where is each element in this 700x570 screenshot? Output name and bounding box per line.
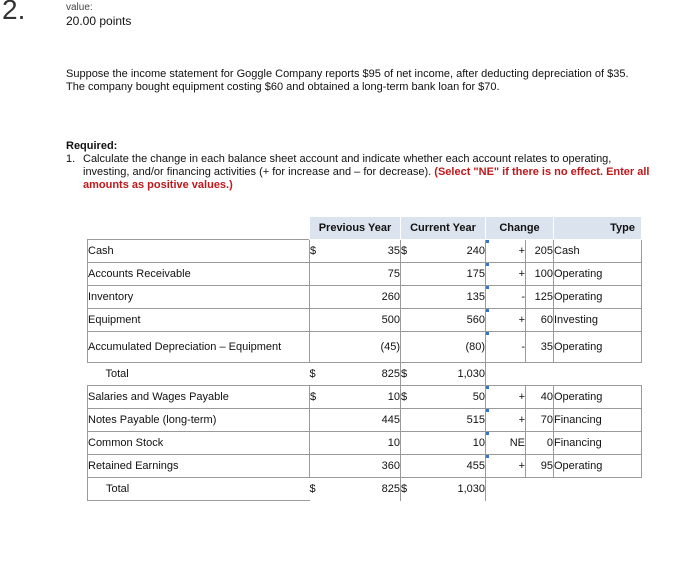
sign-select[interactable]: + <box>486 409 526 432</box>
type-select[interactable]: Operating <box>554 386 642 409</box>
table-row <box>88 286 642 309</box>
type-select[interactable]: Operating <box>554 263 642 286</box>
cur-amount: 560 <box>413 309 486 332</box>
row-label: Accumulated Depreciation – Equipment <box>88 332 310 363</box>
prev-amount: 35 <box>322 240 401 263</box>
cur-amount: 50 <box>413 386 486 409</box>
row-label: Notes Payable (long-term) <box>88 409 310 432</box>
balance-sheet-table <box>87 216 642 501</box>
dropdown-marker-icon <box>486 332 489 335</box>
cur-amount: 455 <box>413 455 486 478</box>
cur-currency: $ <box>401 240 413 263</box>
change-input[interactable]: 35 <box>526 332 554 363</box>
cur-currency <box>401 263 413 286</box>
type-select[interactable]: Operating <box>554 332 642 363</box>
prev-currency: $ <box>310 240 322 263</box>
prev-total: 825 <box>322 363 401 386</box>
change-input[interactable]: 60 <box>526 309 554 332</box>
cur-currency: $ <box>401 386 413 409</box>
change-input[interactable]: 95 <box>526 455 554 478</box>
table-row <box>88 332 642 363</box>
sign-select[interactable]: + <box>486 240 526 263</box>
dropdown-marker-icon <box>486 309 489 312</box>
dropdown-marker-icon <box>486 455 489 458</box>
change-input[interactable]: 40 <box>526 386 554 409</box>
total-label: Total <box>105 368 129 380</box>
row-label: Equipment <box>88 309 310 332</box>
dropdown-marker-icon <box>486 432 489 435</box>
question-number: 2. <box>2 0 26 25</box>
table-row <box>88 309 642 332</box>
prev-currency <box>310 432 322 455</box>
cur-currency <box>401 309 413 332</box>
type-select[interactable]: Financing <box>554 432 642 455</box>
cur-amount: 240 <box>413 240 486 263</box>
type-select[interactable]: Operating <box>554 455 642 478</box>
instruction-number: 1. <box>66 153 76 165</box>
sign-select[interactable]: - <box>486 332 526 363</box>
row-label: Retained Earnings <box>88 455 310 478</box>
cur-total: 1,030 <box>413 363 486 386</box>
prev-currency: $ <box>310 363 322 386</box>
prev-amount: 500 <box>322 309 401 332</box>
header-type: Type <box>554 217 642 240</box>
header-row <box>88 217 642 240</box>
prev-currency <box>310 409 322 432</box>
change-input[interactable]: 0 <box>526 432 554 455</box>
cur-currency <box>401 432 413 455</box>
dropdown-marker-icon <box>486 286 489 289</box>
sign-select[interactable]: + <box>486 309 526 332</box>
prev-amount: 360 <box>322 455 401 478</box>
prev-currency <box>310 455 322 478</box>
prev-total: 825 <box>322 478 401 501</box>
table-row <box>88 240 642 263</box>
sign-select[interactable]: + <box>486 455 526 478</box>
instruction <box>66 153 656 192</box>
total-label: Total <box>88 478 310 501</box>
change-input[interactable]: 100 <box>526 263 554 286</box>
sign-select[interactable]: + <box>486 386 526 409</box>
cur-currency: $ <box>401 478 413 501</box>
table-row <box>88 409 642 432</box>
cur-currency <box>401 332 413 363</box>
table-row <box>88 455 642 478</box>
sign-select[interactable]: NE <box>486 432 526 455</box>
change-input[interactable]: 205 <box>526 240 554 263</box>
prev-amount: 260 <box>322 286 401 309</box>
prev-currency <box>310 286 322 309</box>
table-row <box>88 386 642 409</box>
prev-amount: (45) <box>322 332 401 363</box>
table-row <box>88 263 642 286</box>
change-input[interactable]: 125 <box>526 286 554 309</box>
sign-select[interactable]: - <box>486 286 526 309</box>
cur-currency <box>401 409 413 432</box>
cur-currency <box>401 286 413 309</box>
cur-amount: 175 <box>413 263 486 286</box>
type-select[interactable]: Operating <box>554 286 642 309</box>
points-value: 20.00 points <box>66 14 132 28</box>
required-heading: Required: <box>66 140 118 152</box>
prev-currency: $ <box>310 478 322 501</box>
dropdown-marker-icon <box>486 386 489 389</box>
cur-amount: 135 <box>413 286 486 309</box>
dropdown-marker-icon <box>486 409 489 412</box>
prev-amount: 10 <box>322 432 401 455</box>
header-current-year: Current Year <box>401 217 486 240</box>
row-label: Salaries and Wages Payable <box>88 386 310 409</box>
prev-currency <box>310 309 322 332</box>
row-label: Inventory <box>88 286 310 309</box>
change-input[interactable]: 70 <box>526 409 554 432</box>
header-previous-year: Previous Year <box>310 217 401 240</box>
total-row <box>88 363 642 386</box>
cur-amount: (80) <box>413 332 486 363</box>
value-label: value: <box>66 2 93 13</box>
dropdown-marker-icon <box>486 263 489 266</box>
cur-total: 1,030 <box>413 478 486 501</box>
dropdown-marker-icon <box>486 240 489 243</box>
row-label: Common Stock <box>88 432 310 455</box>
prev-amount: 75 <box>322 263 401 286</box>
prev-currency <box>310 263 322 286</box>
row-label: Cash <box>88 240 310 263</box>
cur-amount: 515 <box>413 409 486 432</box>
type-select[interactable]: Investing <box>554 309 642 332</box>
header-change: Change <box>486 217 554 240</box>
prev-currency: $ <box>310 386 322 409</box>
prev-amount: 10 <box>322 386 401 409</box>
total-row <box>88 478 642 501</box>
instruction-note: (Select "NE" if there is no effect. Enter all amounts as positive values.) <box>83 166 650 191</box>
cur-currency <box>401 455 413 478</box>
prev-amount: 445 <box>322 409 401 432</box>
row-label: Accounts Receivable <box>88 263 310 286</box>
question-body: Suppose the income statement for Goggle Company reports $95 of net income, after deducting depreciation of $35. The company bought equipment costing $60 and obtained a long-term bank loan for $70. <box>66 68 629 93</box>
type-select[interactable]: Cash <box>554 240 642 263</box>
cur-currency: $ <box>401 363 413 386</box>
sign-select[interactable]: + <box>486 263 526 286</box>
type-select[interactable]: Financing <box>554 409 642 432</box>
table-row <box>88 432 642 455</box>
prev-currency <box>310 332 322 363</box>
cur-amount: 10 <box>413 432 486 455</box>
instruction-text: Calculate the change in each balance sheet account and indicate whether each account relates to operating, investing, and/or financing activities (+ for increase and – for decrease). <box>83 153 612 178</box>
